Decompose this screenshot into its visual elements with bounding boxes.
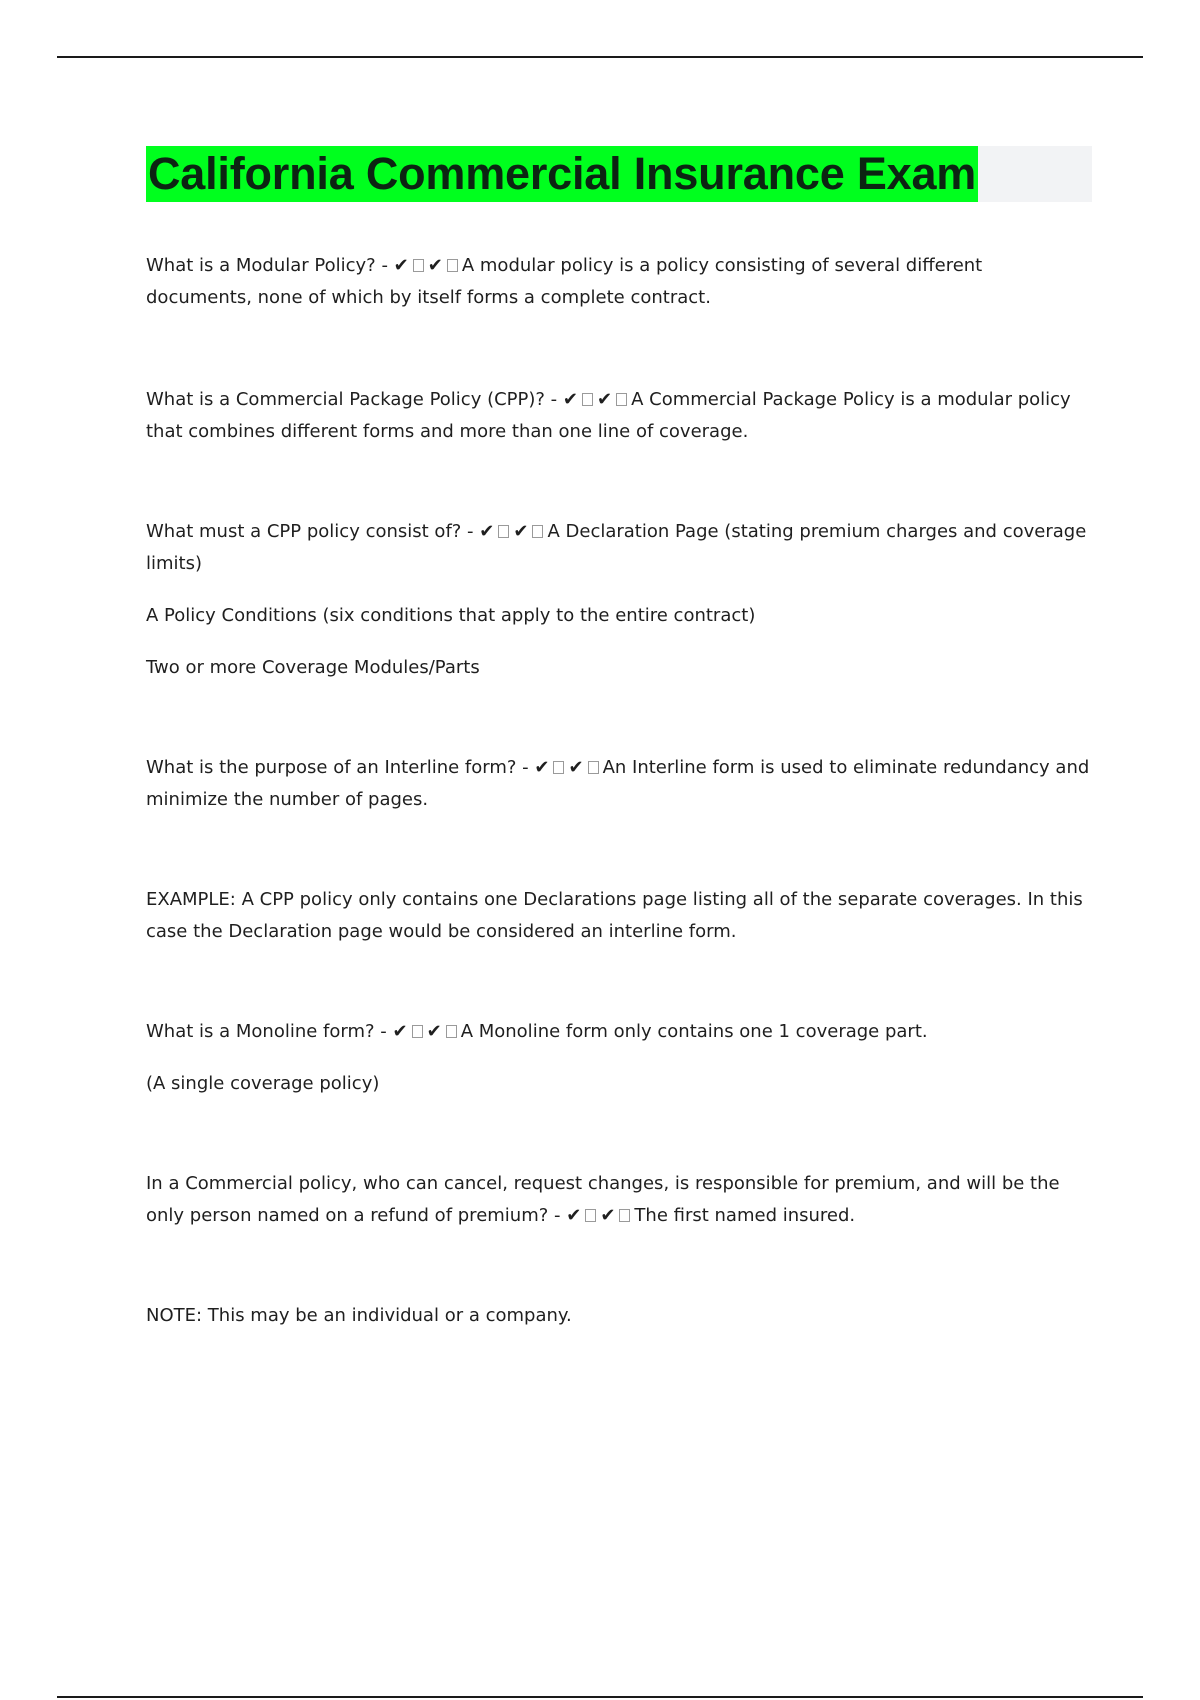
document-title: California Commercial Insurance Exam bbox=[146, 146, 978, 202]
top-rule bbox=[57, 56, 1143, 58]
qa-item bbox=[146, 752, 1092, 816]
question-text: What is a Commercial Package Policy (CPP)? - bbox=[146, 389, 563, 410]
box-icon bbox=[447, 259, 458, 272]
checkmark-icon: ✔ bbox=[392, 1021, 408, 1042]
checkmark-icon: ✔ bbox=[513, 521, 529, 542]
answer-text: A Declaration Page (stating premium charges and coverage limits) bbox=[146, 521, 1087, 574]
qa-item bbox=[146, 1168, 1092, 1232]
box-icon bbox=[412, 1025, 423, 1038]
checkmark-icon: ✔ bbox=[562, 389, 578, 410]
document-body bbox=[146, 250, 1092, 1332]
checkmark-icon: ✔ bbox=[427, 255, 443, 276]
box-icon bbox=[532, 525, 543, 538]
qa-item bbox=[146, 250, 1092, 314]
question-text: What is a Modular Policy? - bbox=[146, 255, 394, 276]
checkmark-icon: ✔ bbox=[597, 389, 613, 410]
box-icon bbox=[446, 1025, 457, 1038]
title-band bbox=[146, 146, 1092, 202]
answer-text: A Monoline form only contains one 1 coverage part. bbox=[460, 1021, 928, 1042]
box-icon bbox=[413, 259, 424, 272]
qa-item bbox=[146, 1016, 1092, 1048]
checkmark-icon: ✔ bbox=[479, 521, 495, 542]
checkmark-icon: ✔ bbox=[426, 1021, 442, 1042]
checkmark-icon: ✔ bbox=[600, 1205, 616, 1226]
box-icon bbox=[616, 393, 627, 406]
answer-continuation: Two or more Coverage Modules/Parts bbox=[146, 657, 480, 678]
checkmark-icon: ✔ bbox=[393, 255, 409, 276]
answer-text: A modular policy is a policy consisting of several different documents, none of which by itself forms a complete contract. bbox=[146, 255, 983, 308]
box-icon bbox=[619, 1209, 630, 1222]
answer-text: The first named insured. bbox=[634, 1205, 856, 1226]
answer-text: An Interline form is used to eliminate redundancy and minimize the number of pages. bbox=[146, 757, 1090, 810]
box-icon bbox=[553, 761, 564, 774]
box-icon bbox=[582, 393, 593, 406]
question-text: What must a CPP policy consist of? - bbox=[146, 521, 480, 542]
checkmark-icon: ✔ bbox=[534, 757, 550, 778]
final-note: NOTE: This may be an individual or a company. bbox=[146, 1305, 572, 1326]
answer-text: A Commercial Package Policy is a modular policy that combines different forms and more than one line of coverage. bbox=[146, 389, 1071, 442]
box-icon bbox=[588, 761, 599, 774]
question-text: In a Commercial policy, who can cancel, request changes, is responsible for premium, and will be the only person named on a refund of premium? - bbox=[146, 1173, 1060, 1226]
qa-item bbox=[146, 516, 1092, 580]
bottom-rule bbox=[57, 1696, 1143, 1698]
question-text: What is a Monoline form? - bbox=[146, 1021, 393, 1042]
qa-item bbox=[146, 384, 1092, 448]
checkmark-icon: ✔ bbox=[566, 1205, 582, 1226]
example-note: EXAMPLE: A CPP policy only contains one Declarations page listing all of the separate coverages. In this case the Declaration page would be considered an interline form. bbox=[146, 889, 1083, 942]
answer-continuation: A Policy Conditions (six conditions that apply to the entire contract) bbox=[146, 605, 756, 626]
answer-continuation: (A single coverage policy) bbox=[146, 1073, 380, 1094]
box-icon bbox=[585, 1209, 596, 1222]
checkmark-icon: ✔ bbox=[568, 757, 584, 778]
question-text: What is the purpose of an Interline form? - bbox=[146, 757, 535, 778]
box-icon bbox=[498, 525, 509, 538]
